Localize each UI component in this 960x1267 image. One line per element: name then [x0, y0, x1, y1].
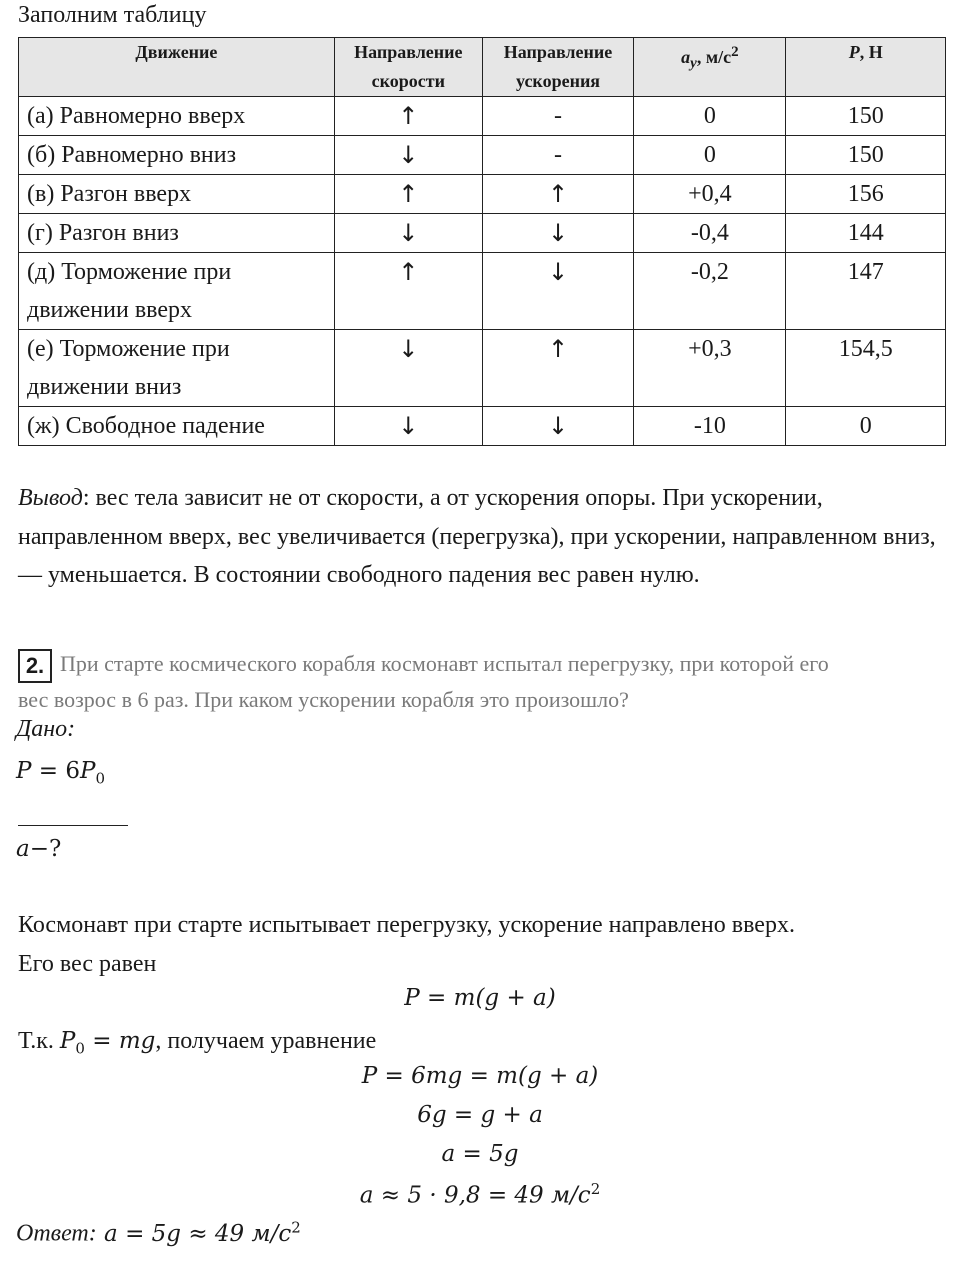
velocity-down-arrow-icon: ↓	[334, 136, 482, 175]
task-line1: При старте космического корабля космонавт испытал перегрузку, при которой его	[60, 651, 829, 676]
given-p0-sub: 0	[95, 769, 106, 788]
cell-ay: -10	[634, 407, 786, 446]
solution-line2: Его вес равен	[18, 950, 157, 977]
given-eq-mid: = 6	[31, 758, 81, 784]
conclusion-text: : вес тела зависит не от скорости, а от ускорения опоры. При ускорении, направленном вверх, вес увеличивается (перегрузка), при ускорении, направленном вниз, — уменьшается. В состоянии свободного падения вес равен нулю.	[18, 485, 936, 588]
velocity-up-arrow-icon: ↑	[334, 175, 482, 214]
ay-symbol: a	[681, 47, 691, 67]
find-quantity	[16, 836, 61, 862]
equation-1-text: P = m(g + a)	[404, 985, 556, 1011]
cell-accel-dir: -	[482, 97, 634, 136]
given-p: P	[16, 758, 32, 784]
accel-down-arrow-icon: ↓	[482, 407, 634, 446]
velocity-up-arrow-icon: ↑	[334, 97, 482, 136]
table-row	[19, 175, 946, 214]
accel-up-arrow-icon: ↑	[482, 330, 634, 407]
task-statement	[18, 646, 940, 718]
answer-value: a = 5g ≈ 49 м/с	[96, 1220, 292, 1247]
table-row	[19, 253, 946, 330]
answer-label: Ответ:	[16, 1220, 97, 1247]
cell-weight: 150	[786, 97, 946, 136]
cell-accel-dir: -	[482, 136, 634, 175]
table-header-row	[19, 38, 946, 97]
ay-subscript: y	[690, 55, 697, 72]
cell-motion	[19, 253, 335, 330]
find-rest: −?	[29, 836, 62, 862]
conclusion-paragraph	[18, 479, 948, 595]
equation-3	[0, 1102, 960, 1128]
header-ay	[634, 38, 786, 97]
motion-table	[18, 37, 946, 446]
intro-text: Заполним таблицу	[18, 2, 207, 28]
cell-motion-line1: (д) Торможение при	[27, 259, 232, 285]
table-row	[19, 330, 946, 407]
given-label	[16, 716, 75, 743]
cell-ay: -0,4	[634, 214, 786, 253]
equation-5-text: a ≈ 5 · 9,8 = 49 м/с	[359, 1182, 591, 1209]
accel-down-arrow-icon: ↓	[482, 214, 634, 253]
ay-unit-power: 2	[731, 44, 739, 60]
header-motion: Движение	[19, 38, 335, 97]
cell-ay: 0	[634, 136, 786, 175]
cell-motion-line2: движении вверх	[27, 297, 193, 323]
conclusion-label: Вывод	[18, 485, 83, 511]
given-equation	[16, 758, 105, 788]
p-unit: , Н	[859, 42, 883, 62]
header-velocity-direction	[334, 38, 482, 97]
equation-2-text: P = 6mg = m(g + a)	[361, 1063, 599, 1089]
tk-p: P	[59, 1028, 76, 1054]
tk-line	[18, 1022, 948, 1068]
equation-2	[0, 1063, 960, 1089]
table-row	[19, 407, 946, 446]
velocity-down-arrow-icon: ↓	[334, 214, 482, 253]
tk-sub: 0	[75, 1039, 85, 1058]
task-line2: вес возрос в 6 раз. При каком ускорении корабля это произошло?	[18, 687, 629, 712]
equation-4	[0, 1141, 960, 1167]
velocity-down-arrow-icon: ↓	[334, 407, 482, 446]
equation-3-text: 6g = g + a	[417, 1102, 543, 1128]
find-var: a	[16, 836, 30, 862]
cell-weight: 150	[786, 136, 946, 175]
solution-text	[18, 906, 948, 983]
tk-eq: = mg	[84, 1028, 156, 1054]
accel-up-arrow-icon: ↑	[482, 175, 634, 214]
cell-ay: -0,2	[634, 253, 786, 330]
equation-5-power: 2	[590, 1180, 601, 1198]
equation-1	[0, 985, 960, 1011]
cell-ay: +0,4	[634, 175, 786, 214]
solution-line1: Космонавт при старте испытывает перегрузку, ускорение направлено вверх.	[18, 912, 795, 938]
given-label-text: Дано:	[16, 716, 76, 742]
cell-motion: (г) Разгон вниз	[19, 214, 335, 253]
given-p0: P	[80, 758, 96, 784]
cell-ay: +0,3	[634, 330, 786, 407]
header-velocity-line1: Направление	[354, 42, 463, 62]
accel-down-arrow-icon: ↓	[482, 253, 634, 330]
ay-unit: , м/с	[696, 47, 732, 67]
table-row	[19, 214, 946, 253]
table-row	[19, 136, 946, 175]
tk-suffix: , получаем уравнение	[155, 1028, 377, 1054]
cell-weight: 0	[786, 407, 946, 446]
answer-power: 2	[291, 1218, 301, 1236]
p-symbol: P	[848, 42, 860, 62]
table-row	[19, 97, 946, 136]
cell-weight: 144	[786, 214, 946, 253]
cell-motion-line1: (е) Торможение при	[27, 336, 230, 362]
header-weight	[786, 38, 946, 97]
velocity-up-arrow-icon: ↑	[334, 253, 482, 330]
cell-weight: 154,5	[786, 330, 946, 407]
cell-motion: (в) Разгон вверх	[19, 175, 335, 214]
equation-4-text: a = 5g	[441, 1141, 519, 1167]
given-divider	[18, 825, 128, 826]
header-accel-line1: Направление	[503, 42, 613, 62]
header-acceleration-direction	[482, 38, 634, 97]
cell-weight: 156	[786, 175, 946, 214]
velocity-down-arrow-icon: ↓	[334, 330, 482, 407]
cell-motion: (б) Равномерно вниз	[19, 136, 335, 175]
cell-motion: (а) Равномерно вверх	[19, 97, 335, 136]
cell-motion: (ж) Свободное падение	[19, 407, 335, 446]
task-number-badge: 2.	[18, 649, 52, 683]
header-velocity-line2: скорости	[371, 71, 445, 91]
cell-ay: 0	[634, 97, 786, 136]
cell-motion	[19, 330, 335, 407]
equation-5	[0, 1180, 960, 1209]
header-accel-line2: ускорения	[516, 71, 601, 91]
tk-prefix: Т.к.	[18, 1028, 60, 1054]
cell-motion-line2: движении вниз	[27, 374, 182, 400]
answer-line	[16, 1218, 301, 1248]
cell-weight: 147	[786, 253, 946, 330]
